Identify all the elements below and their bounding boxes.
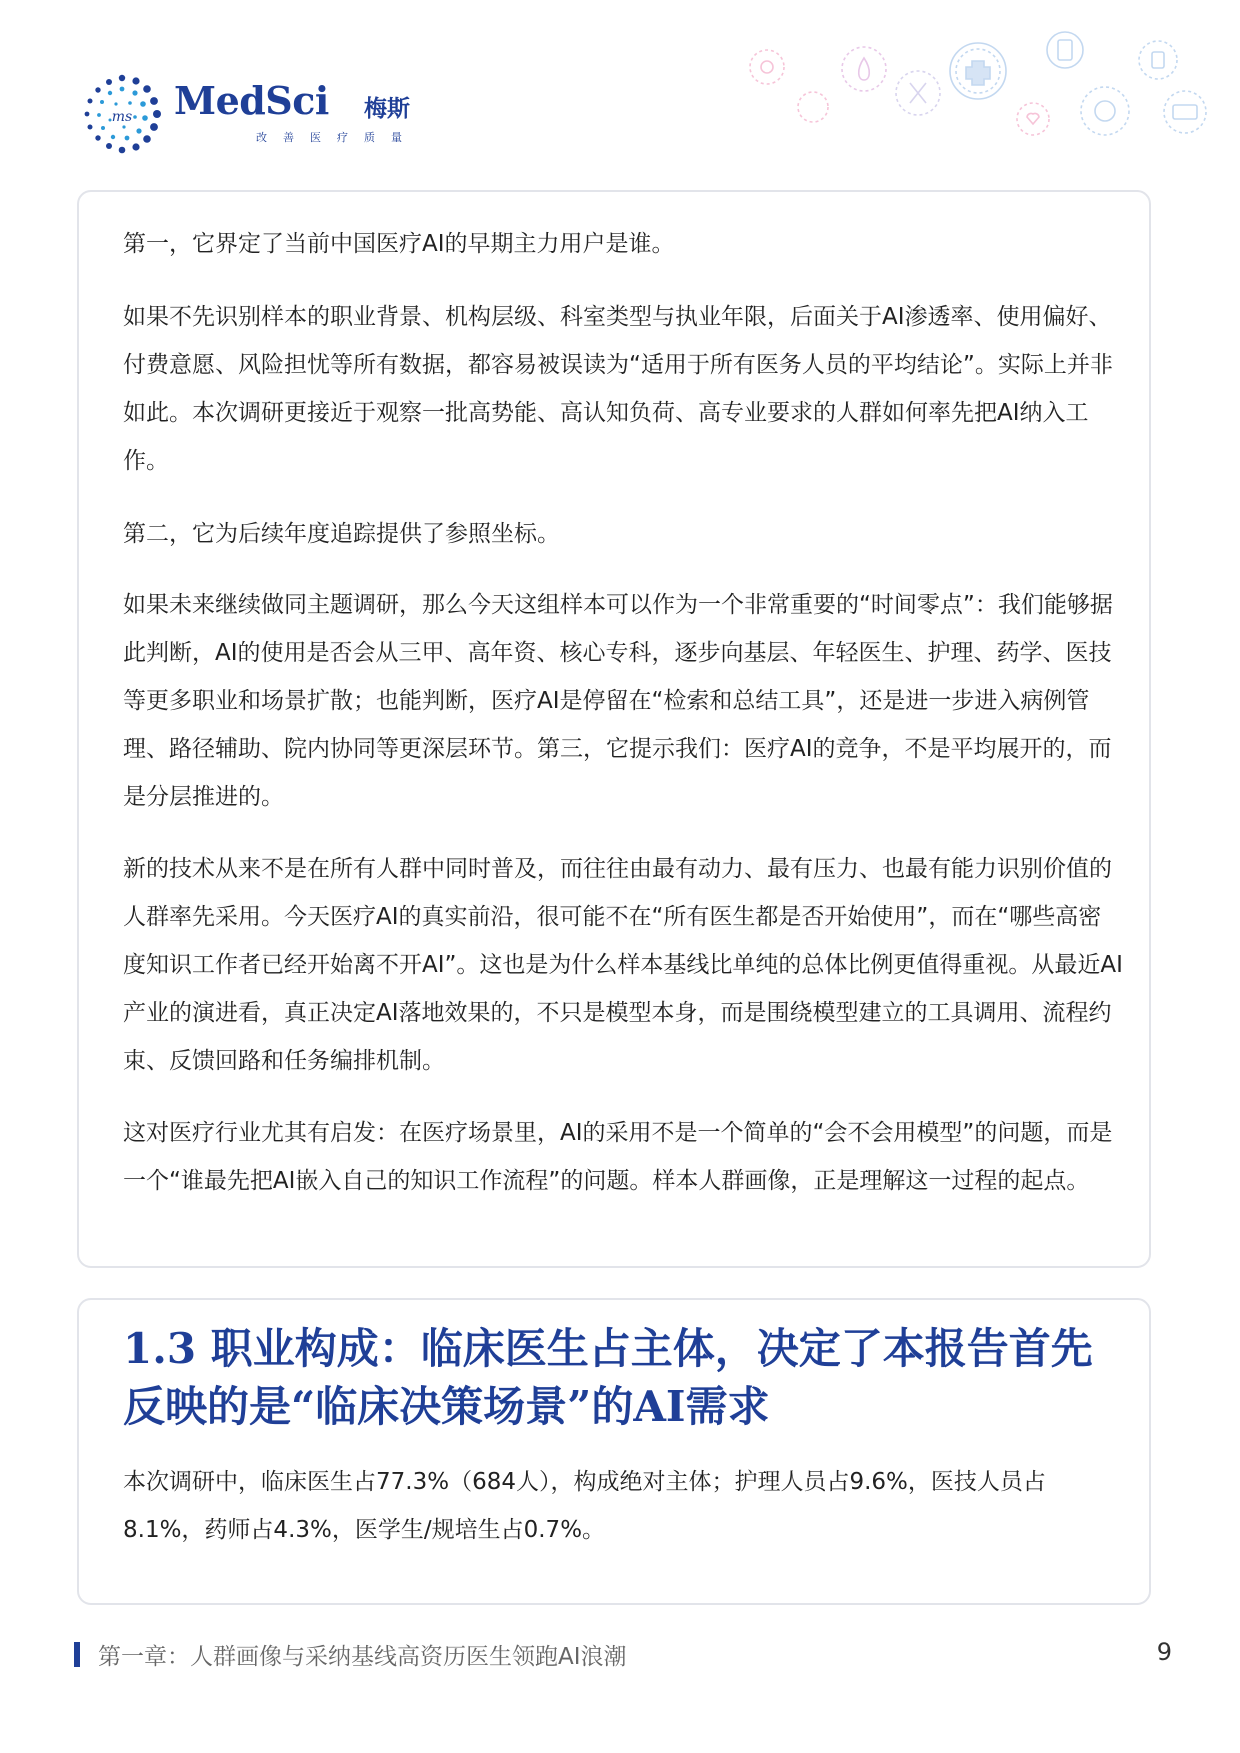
paragraph: 如果不先识别样本的职业背景、机构层级、科室类型与执业年限，后面关于AI渗透率、使用偏好、付费意愿、风险担忧等所有数据，都容易被误读为“适用于所有医务人员的平均结论”。实际上并非如此。本次调研更接近于观察一批高势能、高认知负荷、高专业要求的人群如何率先把AI纳入工作。	[123, 304, 1113, 474]
brand-name-cn: 梅斯	[364, 96, 410, 122]
paragraph: 这对医疗行业尤其有启发：在医疗场景里，AI的采用不是一个简单的“会不会用模型”的问题，而是一个“谁最先把AI嵌入自己的知识工作流程”的问题。样本人群画像，正是理解这一过程的起点。	[123, 1120, 1113, 1194]
footer-chapter-title: 第一章：人群画像与采纳基线高资历医生领跑AI浪潮	[98, 1644, 627, 1670]
page-number: 9	[1156, 1638, 1172, 1666]
paragraph: 第二，它为后续年度追踪提供了参照坐标。	[123, 521, 560, 547]
brand-name: MedSci	[174, 78, 329, 123]
paragraph: 第一，它界定了当前中国医疗AI的早期主力用户是谁。	[123, 231, 675, 257]
medical-icons-decoration	[740, 25, 1240, 150]
paragraph: 如果未来继续做同主题调研，那么今天这组样本可以作为一个非常重要的“时间零点”：我们能够据此判断，AI的使用是否会从三甲、高年资、核心专科，逐步向基层、年轻医生、护理、药学、医技等更多职业和场景扩散；也能判断，医疗AI是停留在“检索和总结工具”，还是进一步进入病例管理、路径辅助、院内协同等更深层环节。第三，它提示我们：医疗AI的竞争，不是平均展开的，而是分层推进的。	[123, 592, 1113, 810]
content-card	[77, 190, 1151, 1268]
footer-accent-bar	[74, 1642, 80, 1667]
brand-logo	[80, 72, 418, 152]
paragraph: 新的技术从来不是在所有人群中同时普及，而往往由最有动力、最有压力、也最有能力识别价值的人群率先采用。今天医疗AI的真实前沿，很可能不在“所有医生都是否开始使用”，而在“哪些高密度知识工作者已经开始离不开AI”。这也是为什么样本基线比单纯的总体比例更值得重视。从最近AI产业的演进看，真正决定AI落地效果的，不只是模型本身，而是围绕模型建立的工具调用、流程约束、反馈回路和任务编排机制。	[123, 856, 1123, 1074]
section-heading: 1.3 职业构成：临床医生占主体，决定了本报告首先反映的是“临床决策场景”的AI需求	[123, 1324, 1093, 1431]
medsci-logo-icon	[80, 72, 164, 156]
section-card	[77, 1298, 1151, 1605]
svg-text:ms: ms	[111, 109, 133, 125]
section-body: 本次调研中，临床医生占77.3%（684人），构成绝对主体；护理人员占9.6%，医技人员占8.1%，药师占4.3%，医学生/规培生占0.7%。	[123, 1469, 1046, 1543]
brand-tagline: 改善医疗质量	[256, 131, 418, 144]
